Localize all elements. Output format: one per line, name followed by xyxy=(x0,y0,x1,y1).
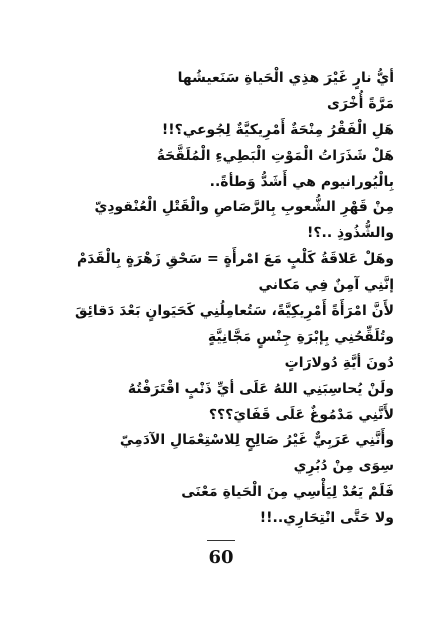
poem-line: هَلِ الْفَقْرُ مِنْحَةٌ أَمْرِيكيَّةٌ لِجُوعي؟!! xyxy=(161,121,394,138)
poem-line: لأَنَّ امْرَأَةً أَمْرِيكِيَّةً، سَتُعامِلُنِي كَحَيَوانٍ بَعْدَ دَقائِقَ xyxy=(74,303,394,320)
poem-line: سِوَى مِنْ دُبُرِي xyxy=(293,458,394,475)
page-number-rule xyxy=(207,540,235,541)
poem-line: أيُّ نارٍ غَيْرَ هذِي الْحَياةِ سَنَعيشُها xyxy=(177,70,394,86)
poem-line: مِنْ قَهْرِ الشُّعوبِ بِالرَّصَاصِ والْقَتْلِ الْعُنْقودِيّ xyxy=(94,199,394,216)
poem-line: وأَنَّنِي عَرَبِيٌّ غَيْرُ صَالِحٍ لِلاسْتِعْمَالِ الآدَمِيّ xyxy=(119,432,394,449)
poem-line: وتُلَقِّحُنِي بِإبْرَةِ جِنْسٍ مَجَّانِيَّةٍ xyxy=(207,328,394,345)
poem-line: إنَّنِي آمِنٌ فِي مَكاني xyxy=(258,277,394,294)
poem-line: دُونَ أيَّةِ دُولارَاتٍ xyxy=(284,354,394,371)
poem-line: ولا حَتَّى انْتِحَارِي..!! xyxy=(259,510,394,527)
page-number: 60 xyxy=(208,547,234,568)
poem-line: وهَلْ عَلاقَةُ كَلْبٍ مَعَ امْرأَةٍ = سَحْقِ زَهْرَةٍ بِالْقَدَمْ xyxy=(76,251,394,268)
poem-line: فَلَمْ يَعُدْ لِيَأْسِي مِنَ الْحَياةِ مَعْنَى xyxy=(181,484,394,501)
poem-line: هَلْ شَذَرَاتُ الْمَوْتِ الْبَطِيءِ الْمُلَقَّحَةُ xyxy=(156,147,394,164)
poem-line: لأَنَّنِي مَدْمُوغٌ عَلَى قَفَايَ؟؟؟ xyxy=(208,406,394,423)
poem-line: والشُّذُوذِ ..؟! xyxy=(307,225,394,242)
poem-line: بِالْيُورانيوم هي أَشَدُّ وَطأةً.. xyxy=(209,173,394,190)
poem-line: مَرَّةً أُخْرَى xyxy=(327,95,394,112)
poem-text xyxy=(50,66,394,532)
poem-line: ولَنْ يُحاسِبَنِي اللهُ عَلَى أيِّ ذَنْبٍ اقْتَرَفْتُهُ xyxy=(127,380,394,397)
